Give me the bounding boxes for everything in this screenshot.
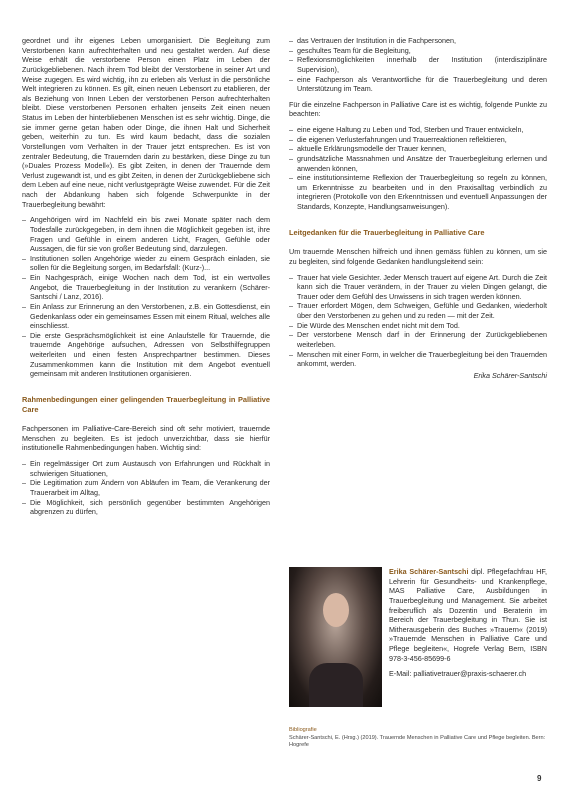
list-item: – grundsätzliche Massnahmen und Ansätze der Trauerbegleitung erlernen und anwenden können, [289, 154, 547, 173]
author-signature: Erika Schärer-Santschi [473, 370, 547, 380]
list-item: – Trauer erfordert Mögen, dem Schweigen, Gefühle und Gedanken, wiederholt über den Verstorbenen zu gehen und zu reden — mit der Zeit. [289, 301, 547, 320]
list-item: – das Vertrauen der Institution in die Fachpersonen, [289, 36, 547, 46]
paragraph: Um trauernde Menschen hilfreich und ihnen gemäss fühlen zu können, um sie zu begleiten, sind folgende Gedanken handlungsleitend sein: [289, 247, 547, 266]
section-heading: Rahmenbedingungen einer gelingenden Trauerbegleitung in Palliative Care [22, 394, 270, 414]
list-item: – eine institutionsinterne Reflexion der Trauerbegleitung so regeln zu können, um Erkenntnisse zu bearbeiten und in den Praxisalltag verbindlich zu integrieren (Protokolle von den Erkenntnissen und eventuell Anpassungen der Standards, Konzepte, Handlungsanweisungen). [289, 173, 547, 212]
author-photo [289, 567, 382, 707]
list-item: – Die erste Gesprächsmöglichkeit ist eine Anlaufstelle für Trauernde, die trauernde Angehörige aufsuchen, Adressen von Selbsthilfegruppen weiterleiten und einen festen Ansprechpartner bestimmen. Dieses Zusammenkommen kann die Institution mit dem Angebot eventuell gemeinsam mit anderen Institutionen organisieren. [22, 331, 270, 379]
list-item: – Institutionen sollen Angehörige wieder zu einem Gespräch einladen, sie sollen für die Begleitung sorgen, im Bedarfsfall: (Kurz-)... [22, 254, 270, 273]
list-item: – Ein Anlass zur Erinnerung an den Verstorbenen, z.B. ein Gottesdienst, ein Gedenkanlass oder ein gemeinsames Essen mit einem Ritual, welches alle einschliesst. [22, 302, 270, 331]
section-heading: Leitgedanken für die Trauerbegleitung in Palliative Care [289, 227, 485, 237]
list-item: – Der verstorbene Mensch darf in der Erinnerung der Zurückgebliebenen weiterleben. [289, 330, 547, 349]
author-name: Erika Schärer-Santschi [389, 567, 469, 576]
list-item: – Die Würde des Menschen endet nicht mit dem Tod. [289, 321, 547, 331]
list-item: – Trauer hat viele Gesichter. Jeder Mensch trauert auf eigene Art. Durch die Zeit kann sich die Trauer verändern, in der Trauer zu vielen Dingen gelangt, die Trauer oder dem Gefühl des Unwissens in sich tragen werden können. [289, 273, 547, 302]
bibliography-entry: Schärer-Santschi, E. (Hrsg.) (2019). Trauernde Menschen in Palliative Care und Pflege begleiten. Bern: Hogrefe [289, 735, 546, 748]
paragraph: Fachpersonen im Palliative-Care-Bereich sind oft sehr motiviert, trauernde Menschen zu begleiten. Es ist jedoch unverzichtbar, dass sie hierfür institutionelle Rahmenbedingungen haben. Wichtig sind: [22, 424, 270, 453]
list-item: – Ein Nachgespräch, einige Wochen nach dem Tod, ist ein wertvolles Angebot, die Trauerbegleitung in der Institution zu verankern (Schärer-Santschi / Lanz, 2016). [22, 273, 270, 302]
bullet-list [289, 36, 547, 94]
list-item: – Die Möglichkeit, sich persönlich gegenüber bestimmten Angehörigen abgrenzen zu dürfen, [22, 498, 270, 517]
left-column [22, 36, 270, 523]
list-item: – die eigenen Verlusterfahrungen und Trauerreaktionen reflektieren, [289, 135, 547, 145]
list-item: – Menschen mit einer Form, in welcher die Trauerbegleitung bei den Trauernden ankommt, werden. [289, 350, 547, 369]
list-item: – aktuelle Erklärungsmodelle der Trauer kennen, [289, 144, 547, 154]
list-item: – Angehörigen wird im Nachfeld ein bis zwei Monate später nach dem Todesfalle zurückgegeben, in dem ihnen die Möglichkeit gegeben ist, ihre Fragen und Gefühle in einem anderen Licht, Fragen, Gefühle oder Aussagen, die für sie von großer Bedeutung sind, darzulegen. [22, 215, 270, 254]
paragraph: Für die einzelne Fachperson in Palliative Care ist es wichtig, folgende Punkte zu beachten: [289, 99, 547, 119]
photo-face [323, 593, 349, 627]
list-item: – Ein regelmässiger Ort zum Austausch von Erfahrungen und Rückhalt in schwierigen Situationen, [22, 459, 270, 478]
paragraph: geordnet und ihr eigenes Leben umorganisiert. Die Begleitung zum Verstorbenen kann aufrechterhalten und neu gestaltet werden. Auf diese Weise erhält die verstorbene Person einen Platz im Leben der Zurückgebliebenen. Nach ihrem Tod bleibt der Verstorbene in seiner Art und Weise zugegen. Es wird wichtig, ihn zu erleben als Verlust in die persönliche Welt integrieren zu können. Es gilt, einen neuen Lebensort zu etablieren, der als Beziehung von Innen Leben der verstorbenen Person aufrechterhalten bleibt. Diese verstorbenen Personen erhalten jenseits Zeit einen neuen Status im Leben der hinterbliebenen Menschen ist es sehr wichtig. Dinge, die sie immer gerne getan haben oder Dinge, die ihnen Halt und Sicherheit geben, weiterhin zu tun. Es wird kaum bedacht, dass die sozialen Vorstellungen vom Verhalten in der Trauer jetzt entsprechen. Es ist von zentraler Bedeutung, die Trauernden darin zu bestärken, diese Dinge zu tun (»Duales Prozess Modell«). Es gibt Zeiten, in denen der Trauernde dem Verlust zugewandt ist, und es gibt Zeiten, in denen der Zurückgebliebene sich dem Leben auf eine neue, nicht verlustgeprägte Weise zuwendet. Für die Zeit nach der Abdankung haben sich folgende Schwerpunkte in der Trauerbegleitung bewährt: [22, 36, 270, 209]
bullet-list [22, 215, 270, 379]
author-bio [389, 567, 547, 679]
bullet-list [289, 273, 547, 369]
page-number: 9 [537, 774, 542, 783]
list-item: – eine Fachperson als Verantwortliche für die Trauerbegleitung und deren Unterstützung im Team. [289, 75, 547, 94]
right-column [289, 36, 547, 380]
author-email[interactable]: E-Mail: palliativetrauer@praxis-schaerer.ch [389, 669, 527, 679]
list-item: – eine eigene Haltung zu Leben und Tod, Sterben und Trauer entwickeln, [289, 125, 547, 135]
bullet-list [289, 125, 547, 212]
bibliography-title: Bibliografie [289, 727, 317, 733]
list-item: – geschultes Team für die Begleitung, [289, 46, 547, 56]
bibliography [289, 727, 547, 749]
bullet-list [22, 459, 270, 517]
list-item: – Reflexionsmöglichkeiten innerhalb der Institution (interdisziplinäre Supervision), [289, 55, 547, 74]
photo-shirt [309, 663, 363, 707]
author-description: dipl. Pflegefachfrau HF, Lehrerin für Gesundheits- und Krankenpflege, MAS Palliative Care, Ausbildungen in Trauerbegleitung und Management. Sie arbeitet freiberuflich als Dozentin und Beraterin im Bereich der Trauerbegleitung in Thun. Sie ist Mitherausgeberin des Buches »Trauern« (2019) »Trauernde Menschen in Palliative Care und Pflege begleiten«, Hogrefe Verlag Bern, ISBN 978-3-456-85699-6 [389, 567, 548, 663]
list-item: – Die Legitimation zum Ändern von Abläufen im Team, die Verankerung der Trauerarbeit im Alltag, [22, 478, 270, 497]
